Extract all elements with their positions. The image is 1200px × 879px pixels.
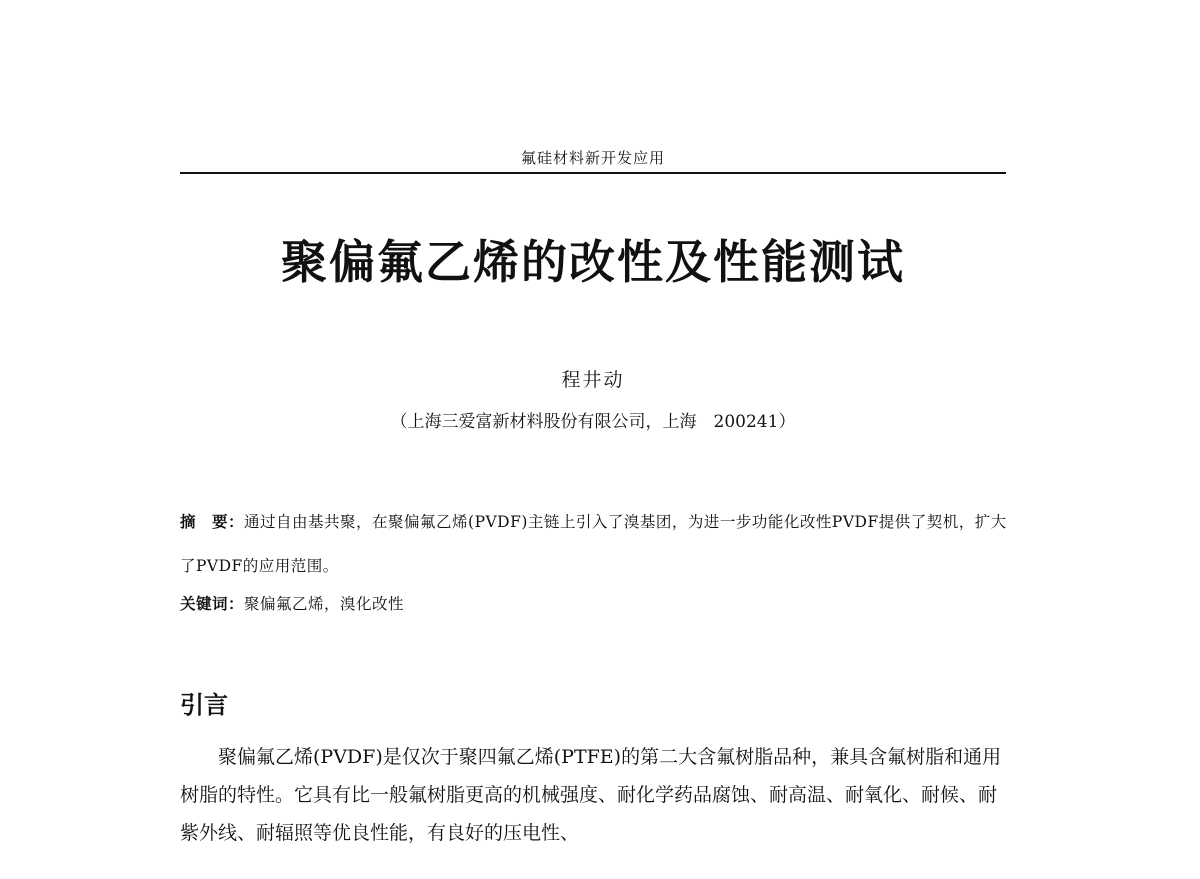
- keywords: [180, 592, 1010, 616]
- paper-title: 聚偏氟乙烯的改性及性能测试: [281, 235, 905, 289]
- running-header: 氟硅材料新开发应用: [520, 149, 665, 167]
- author-name: 程井动: [561, 369, 625, 391]
- abstract-label: 摘 要：: [180, 513, 245, 531]
- header-rule: [180, 172, 1006, 174]
- keywords-text: 聚偏氟乙烯，溴化改性: [244, 595, 405, 613]
- abstract: [180, 500, 1010, 588]
- abstract-paragraph: [180, 500, 1010, 588]
- introduction-body: [180, 738, 1010, 852]
- author-affiliation: （上海三爱富新材料股份有限公司，上海 200241）: [390, 412, 796, 432]
- section-heading-introduction: 引言: [180, 691, 228, 719]
- keywords-label: 关键词：: [180, 595, 245, 613]
- introduction-paragraph: 聚偏氟乙烯(PVDF)是仅次于聚四氟乙烯(PTFE)的第二大含氟树脂品种，兼具含氟树脂和通用树脂的特性。它具有比一般氟树脂更高的机械强度、耐化学药品腐蚀、耐高温、耐氧化、耐候、耐紫外线、耐辐照等优良性能，有良好的压电性、: [180, 746, 1002, 844]
- abstract-text: 通过自由基共聚，在聚偏氟乙烯(PVDF)主链上引入了溴基团，为进一步功能化改性PVDF提供了契机，扩大了PVDF的应用范围。: [180, 513, 1007, 575]
